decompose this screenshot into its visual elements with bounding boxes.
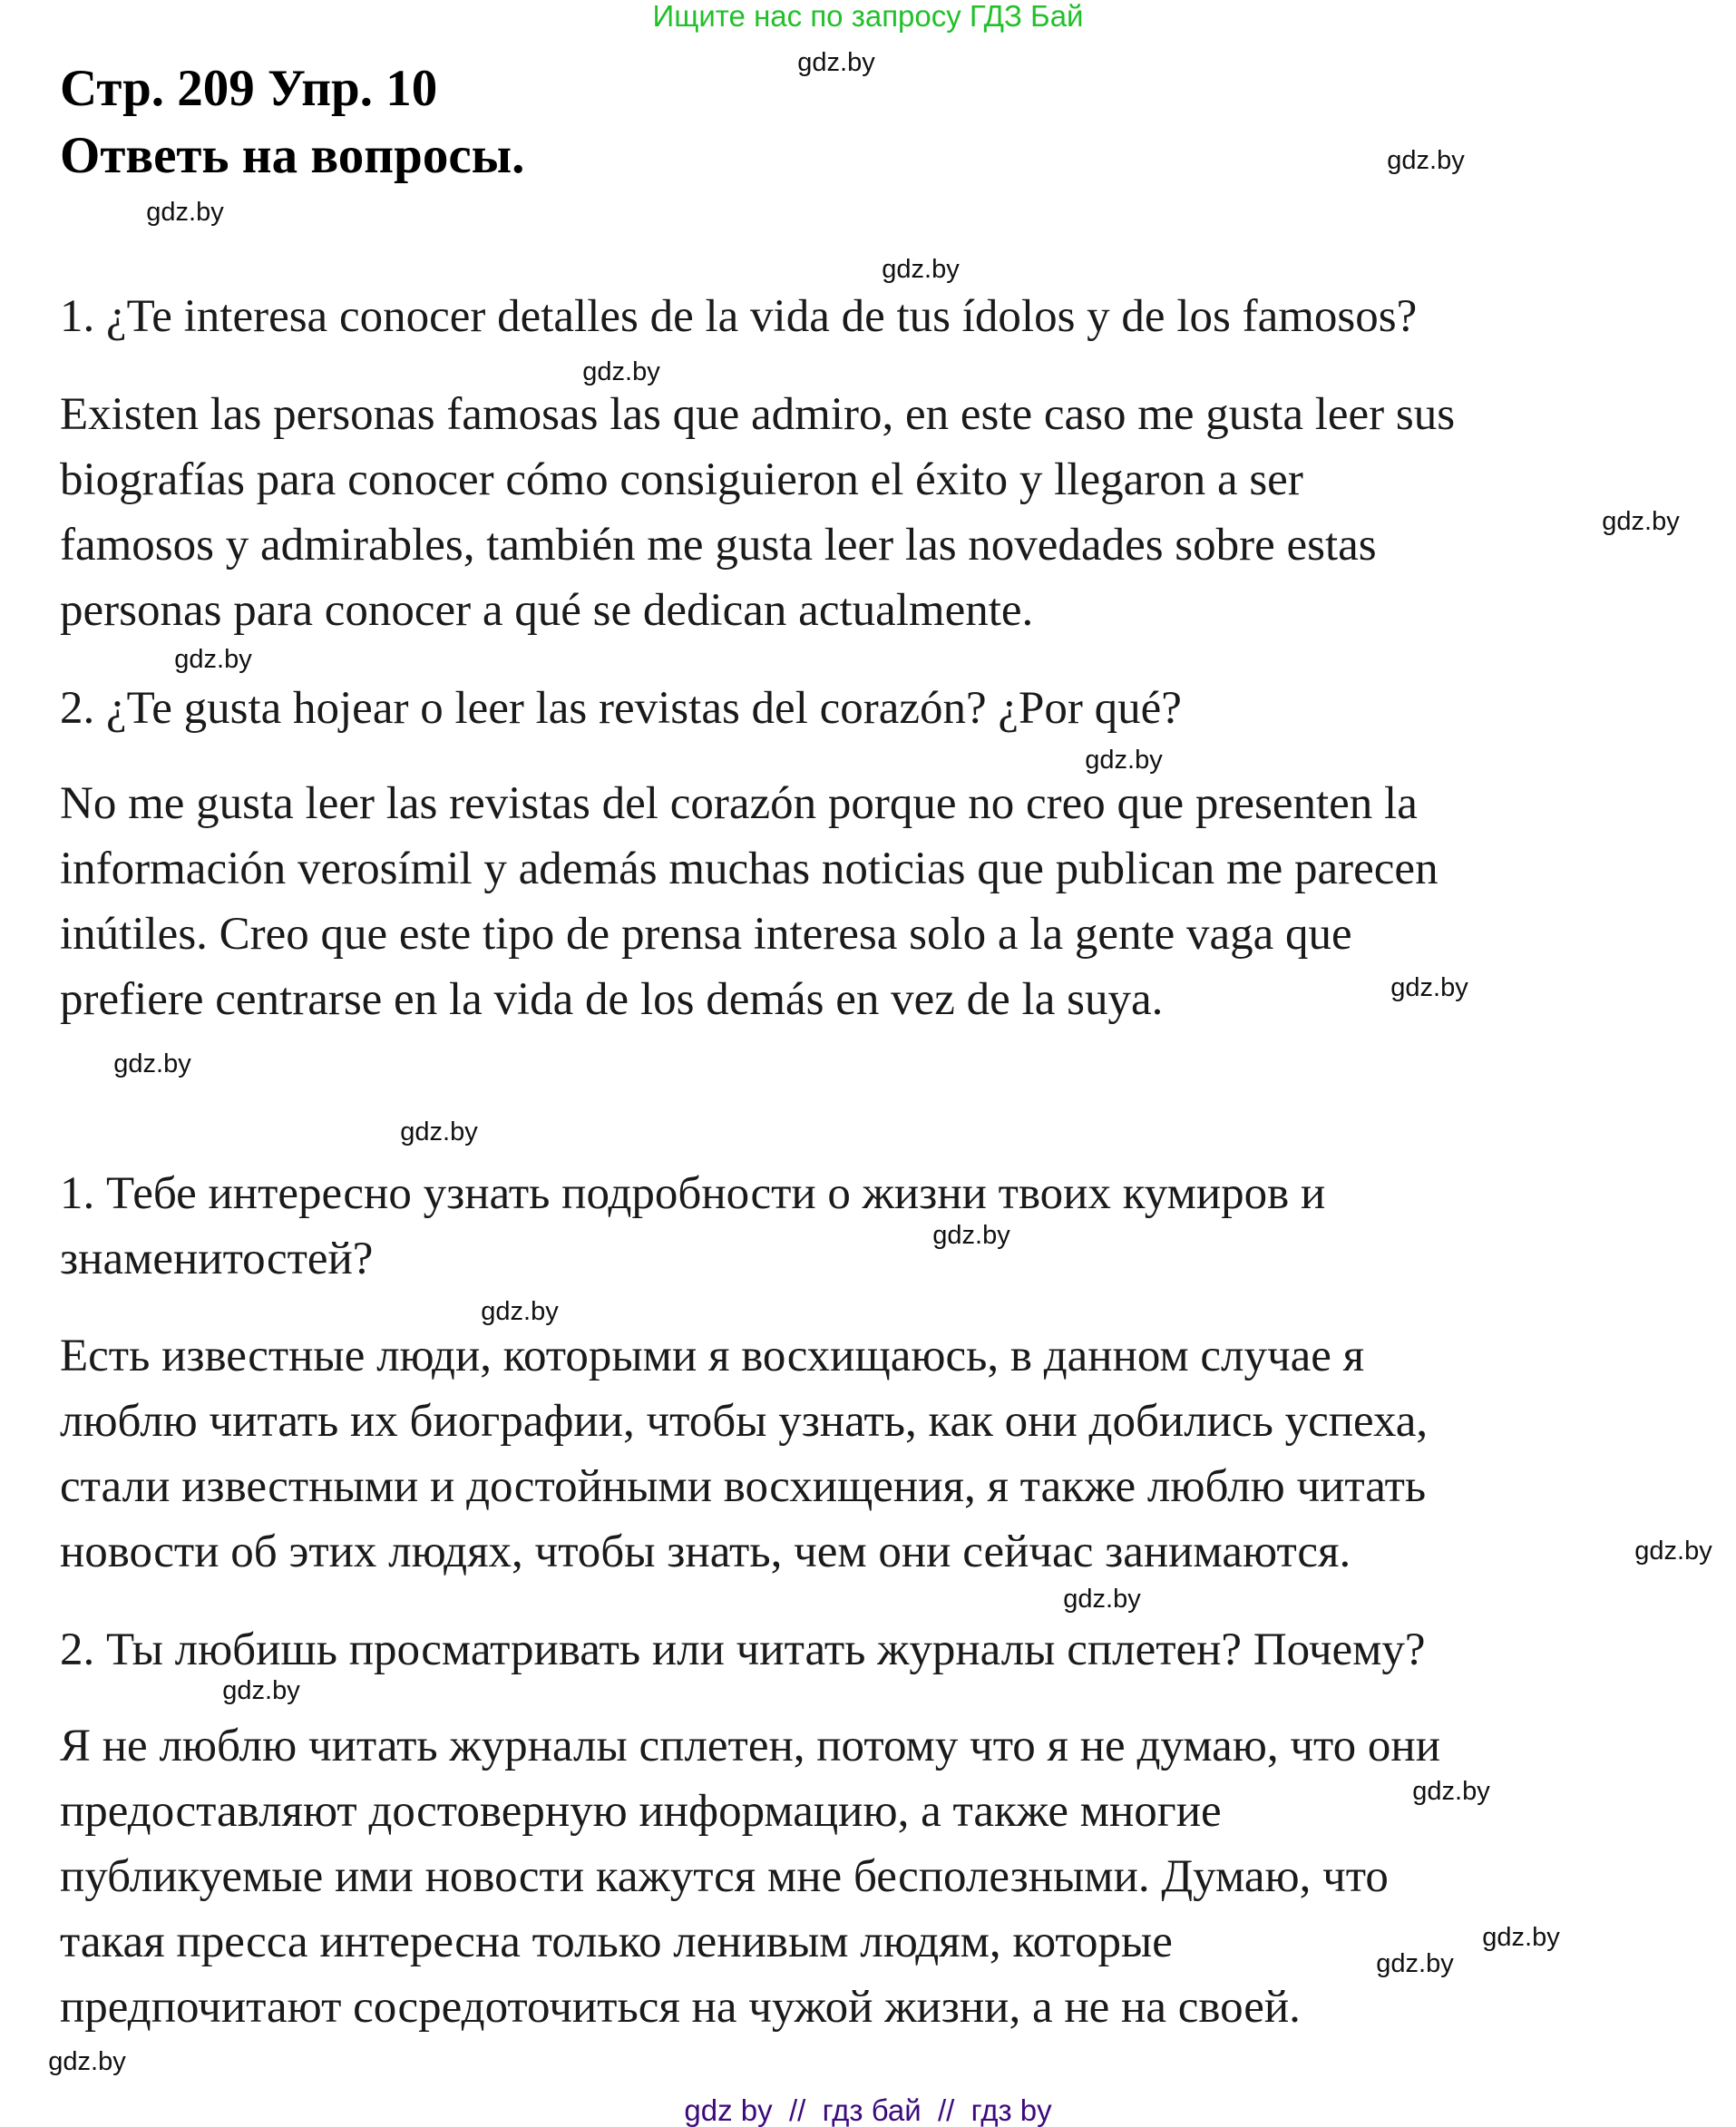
- answer-line: famosos y admirables, también me gusta leer las novedades sobre estas: [60, 520, 1377, 571]
- bottom-banner-link[interactable]: gdz by // гдз бай // гдз by: [684, 2093, 1052, 2127]
- watermark-text: gdz.by: [113, 1049, 191, 1078]
- watermark-text: gdz.by: [932, 1221, 1010, 1250]
- question-line: 1. Тебе интересно узнать подробности о жизни твоих кумиров и: [60, 1168, 1326, 1219]
- top-banner-link[interactable]: Ищите нас по запросу ГДЗ Бай: [652, 0, 1084, 33]
- page-title: Стр. 209 Упр. 10: [60, 60, 438, 117]
- answer-line: inútiles. Creo que este tipo de prensa interesa solo a la gente vaga que: [60, 909, 1352, 960]
- watermark-text: gdz.by: [1602, 507, 1680, 536]
- answer-line: información verosímil y además muchas noticias que publican me parecen: [60, 844, 1439, 894]
- watermark-text: gdz.by: [222, 1676, 300, 1705]
- question-line: знаменитостей?: [60, 1234, 374, 1284]
- watermark-text: gdz.by: [1063, 1585, 1141, 1614]
- watermark-text: gdz.by: [48, 2047, 126, 2076]
- watermark-text: gdz.by: [1634, 1537, 1712, 1566]
- exercise-instruction: Ответь на вопросы.: [60, 127, 525, 184]
- watermark-text: gdz.by: [582, 357, 660, 386]
- watermark-text: gdz.by: [882, 255, 960, 284]
- answer-line: предоставляют достоверную информацию, а также многие: [60, 1786, 1222, 1837]
- answer-line: Я не люблю читать журналы сплетен, потому что я не думаю, что они: [60, 1721, 1440, 1771]
- answer-line: personas para conocer a qué se dedican actualmente.: [60, 585, 1034, 636]
- watermark-text: gdz.by: [146, 198, 224, 227]
- watermark-text: gdz.by: [1390, 973, 1468, 1002]
- answer-line: публикуемые ими новости кажутся мне бесполезными. Думаю, что: [60, 1851, 1389, 1902]
- question-line: 2. Ты любишь просматривать или читать журналы сплетен? Почему?: [60, 1625, 1426, 1675]
- answer-line: No me gusta leer las revistas del corazón porque no creo que presenten la: [60, 778, 1418, 829]
- answer-line: Existen las personas famosas las que admiro, en este caso me gusta leer sus: [60, 389, 1456, 440]
- answer-line: Есть известные люди, которыми я восхищаюсь, в данном случае я: [60, 1331, 1365, 1381]
- watermark-text: gdz.by: [1412, 1777, 1490, 1806]
- answer-line: стали известными и достойными восхищения, я также люблю читать: [60, 1461, 1427, 1512]
- watermark-text: gdz.by: [481, 1297, 559, 1326]
- answer-line: biografías para conocer cómo consiguieron el éxito y llegaron a ser: [60, 454, 1303, 505]
- watermark-text: gdz.by: [1482, 1923, 1560, 1952]
- watermark-text: gdz.by: [1376, 1949, 1454, 1978]
- question-line: 1. ¿Te interesa conocer detalles de la vida de tus ídolos y de los famosos?: [60, 291, 1418, 342]
- answer-line: prefiere centrarse en la vida de los demás en vez de la suya.: [60, 974, 1164, 1025]
- watermark-text: gdz.by: [1085, 746, 1163, 775]
- answer-line: люблю читать их биографии, чтобы узнать, как они добились успеха,: [60, 1396, 1429, 1447]
- watermark-text: gdz.by: [174, 645, 252, 674]
- answer-line: новости об этих людях, чтобы знать, чем они сейчас занимаются.: [60, 1527, 1351, 1577]
- answer-line: такая пресса интересна только ленивым людям, которые: [60, 1917, 1173, 1967]
- question-line: 2. ¿Te gusta hojear o leer las revistas del corazón? ¿Por qué?: [60, 683, 1182, 734]
- watermark-text: gdz.by: [400, 1117, 478, 1146]
- watermark-text: gdz.by: [797, 48, 875, 77]
- answer-line: предпочитают сосредоточиться на чужой жизни, а не на своей.: [60, 1982, 1301, 2033]
- watermark-text: gdz.by: [1387, 146, 1465, 175]
